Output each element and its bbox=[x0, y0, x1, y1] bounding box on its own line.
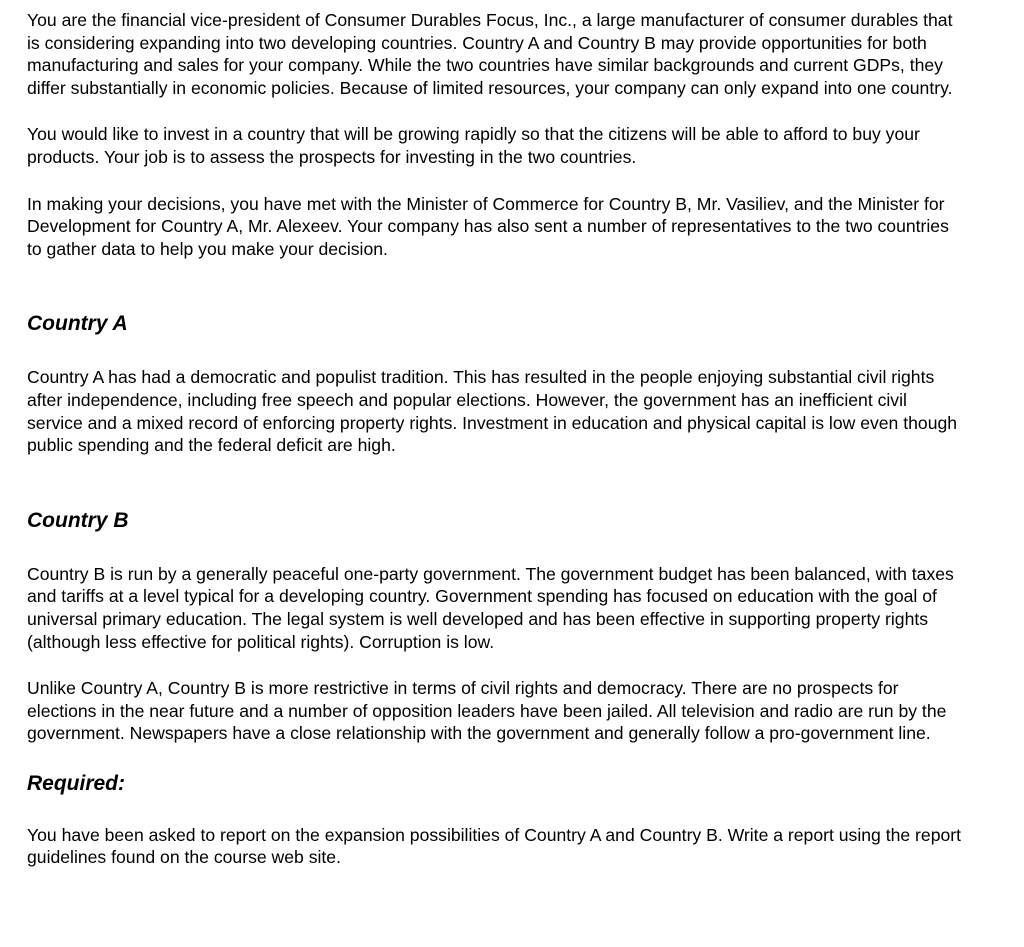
country-a-paragraph: Country A has had a democratic and populist tradition. This has resulted in the people enjoying substantial civil rights after independence, including free speech and popular elections. However, the government has an inefficient civil service and a mixed record of enforcing property rights. Investment in education and physical capital is low even though public spending and the federal deficit are high. bbox=[27, 367, 958, 456]
required-paragraph: You have been asked to report on the expansion possibilities of Country A and Country B. Write a report using the report guidelines found on the course web site. bbox=[27, 824, 962, 868]
country-a-heading: Country A bbox=[27, 312, 128, 336]
intro-paragraph-2: You would like to invest in a country that will be growing rapidly so that the citizens will be able to afford to buy your products. Your job is to assess the prospects for investing in the two countries. bbox=[27, 124, 920, 167]
country-b-heading: Country B bbox=[27, 508, 129, 532]
country-b-paragraph-1: Country B is run by a generally peaceful one-party government. The government budget has been balanced, with taxes and tariffs at a level typical for a developing country. Government spending has focused on education with the goal of universal primary education. The legal system is well developed and has been effective in supporting property rights (although less effective for political rights). Corruption is low. bbox=[27, 563, 954, 652]
required-heading: Required: bbox=[27, 771, 126, 795]
document-body bbox=[27, 9, 962, 869]
country-b-paragraph-2: Unlike Country A, Country B is more restrictive in terms of civil rights and democracy. There are no prospects for elections in the near future and a number of opposition leaders have been jailed. All television and radio are run by the government. Newspapers have a close relationship with the government and generally follow a pro-government line. bbox=[27, 678, 947, 744]
intro-paragraph-1: You are the financial vice-president of Consumer Durables Focus, Inc., a large manufacturer of consumer durables that is considering expanding into two developing countries. Country A and Country B may provide opportunities for both manufacturing and sales for your company. While the two countries have similar backgrounds and current GDPs, they differ substantially in economic policies. Because of limited resources, your company can only expand into one country. bbox=[27, 10, 953, 98]
intro-paragraph-3: In making your decisions, you have met with the Minister of Commerce for Country B, Mr. Vasiliev, and the Minister for Development for Country A, Mr. Alexeev. Your company has also sent a number of representatives to the two countries to gather data to help you make your decision. bbox=[27, 193, 949, 259]
